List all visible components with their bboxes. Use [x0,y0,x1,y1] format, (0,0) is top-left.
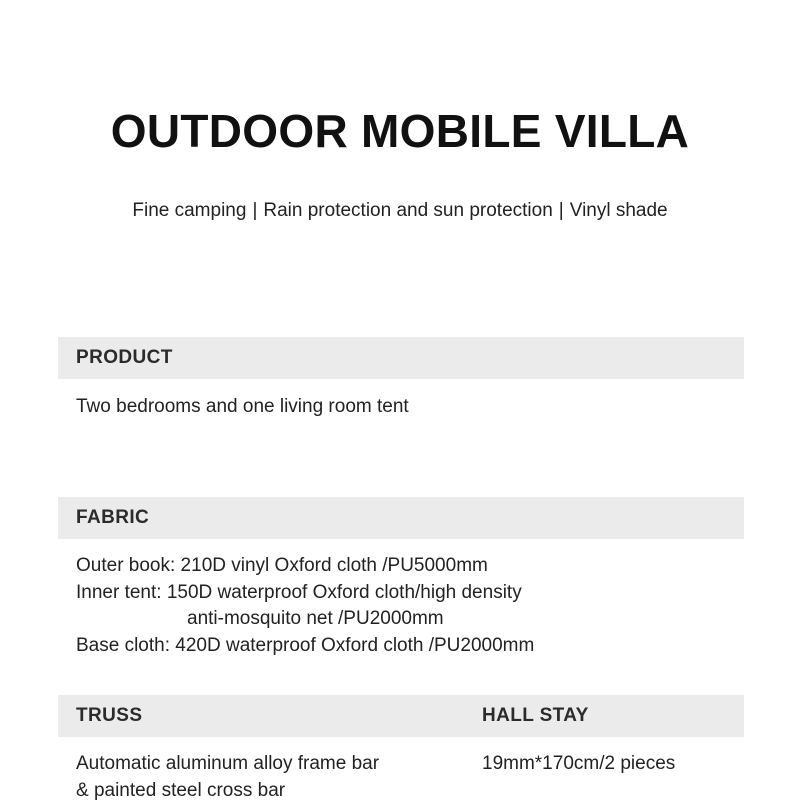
fabric-line-outer: Outer book: 210D vinyl Oxford cloth /PU5000mm [76,555,488,576]
truss-label: TRUSS [76,705,143,726]
fabric-label: FABRIC [76,507,150,528]
tagline [0,198,800,224]
truss-line-2: & painted steel cross bar [76,780,286,801]
product-section-header [58,337,744,379]
fabric-line-inner-continued: anti-mosquito net /PU2000mm [187,608,444,629]
fabric-section-header [58,497,744,539]
product-label: PRODUCT [76,347,173,368]
truss-hall-stay-section-header [58,695,744,737]
truss-line-1: Automatic aluminum alloy frame bar [76,753,380,774]
tagline-separator: | [558,200,564,221]
tagline-separator: | [252,200,258,221]
product-description: Two bedrooms and one living room tent [76,396,409,417]
tagline-item-fine-camping: Fine camping [132,200,247,221]
tagline-item-rain-sun-protection: Rain protection and sun protection [263,200,553,221]
tagline-item-vinyl-shade: Vinyl shade [569,200,668,221]
fabric-line-inner: Inner tent: 150D waterproof Oxford cloth/high density [76,582,522,603]
hall-stay-value: 19mm*170cm/2 pieces [482,753,676,774]
page-title: OUTDOOR MOBILE VILLA [110,105,690,157]
hall-stay-label: HALL STAY [482,705,589,726]
fabric-line-base: Base cloth: 420D waterproof Oxford cloth /PU2000mm [76,635,535,656]
